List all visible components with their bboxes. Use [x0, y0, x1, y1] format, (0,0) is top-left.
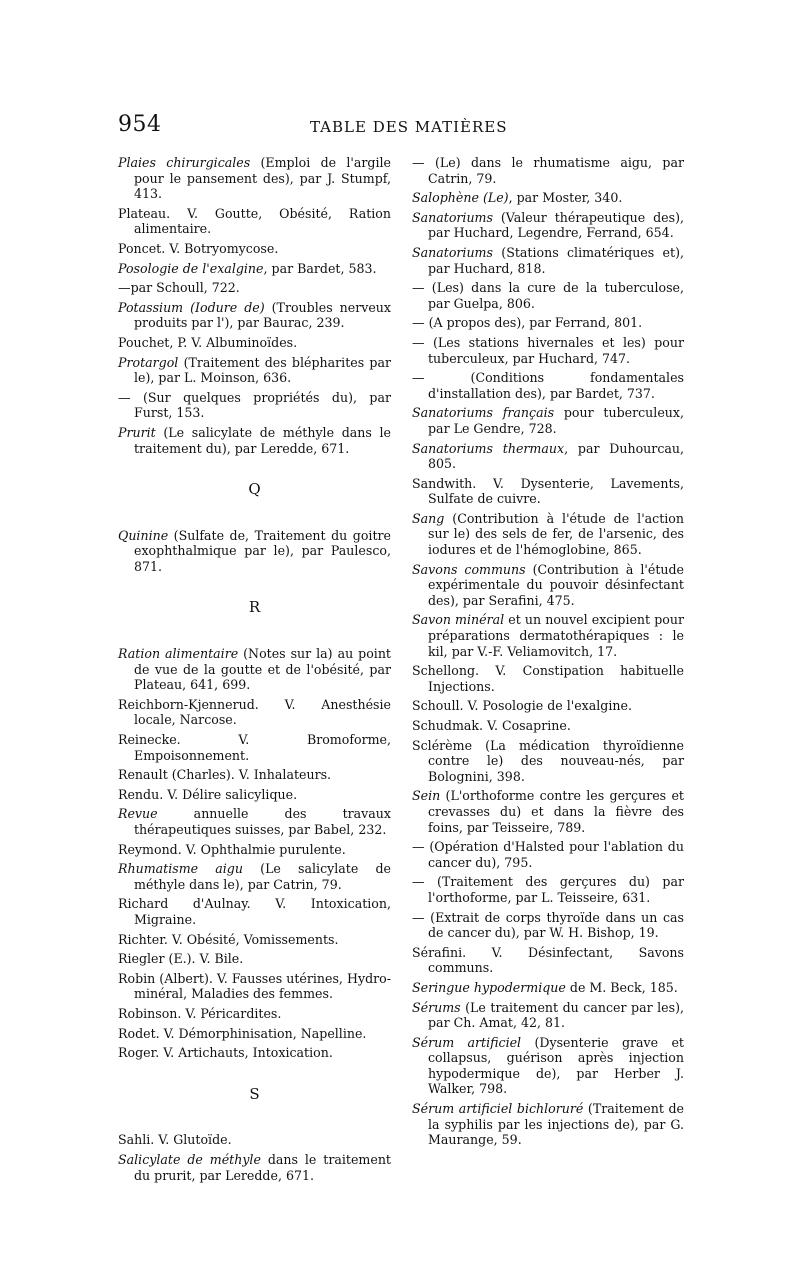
entry-term: Sanatoriums	[412, 244, 493, 260]
index-column-left	[118, 155, 391, 1187]
page-number: 954	[118, 112, 162, 137]
entry-term: Prurit	[118, 424, 156, 440]
entry-term: Quinine	[118, 527, 169, 543]
entry-text: Poncet. V. Botryomycose.	[118, 240, 279, 256]
index-entry	[412, 370, 684, 401]
index-entry	[412, 612, 684, 659]
index-entry	[412, 1101, 684, 1148]
entry-text: Schellong. V. Constipation habituelle Injections.	[412, 663, 684, 694]
entry-text: Reichborn-Kjennerud. V. Anesthésie locale, Narcose.	[118, 696, 391, 728]
index-entry	[118, 300, 391, 331]
index-entry	[412, 1000, 684, 1031]
entry-text: (L'orthoforme contre les gerçures et crevasses du) et dans la fièvre des foins, par Teisseire, 789.	[428, 788, 684, 835]
page-header	[118, 112, 688, 142]
entry-text: (Le traitement du cancer par les), par Ch. Amat, 42, 81.	[428, 999, 684, 1031]
entry-term: Sérum artificiel	[412, 1034, 522, 1050]
entry-text: (Valeur thérapeutique des), par Huchard, Legendre, Ferrand, 654.	[428, 209, 684, 241]
entry-term: Salicylate de méthyle	[118, 1151, 261, 1167]
index-entry	[118, 355, 391, 386]
index-entry	[118, 280, 391, 296]
entry-text: — (Les stations hivernales et les) pour tuberculeux, par Huchard, 747.	[412, 334, 684, 366]
entry-term: Sérums	[412, 999, 461, 1015]
entry-text: Sclérème (La médication thyroïdienne contre le) des nouveau-nés, par Bolognini, 398.	[412, 737, 684, 784]
index-entry	[412, 910, 684, 941]
index-entry	[118, 896, 391, 927]
entry-text: Schoull. V. Posologie de l'exalgine.	[412, 698, 632, 714]
index-entry	[118, 842, 391, 858]
entry-term: Savons communs	[412, 561, 526, 577]
index-entry	[118, 932, 391, 948]
entry-term: Plaies chirurgicales	[118, 155, 251, 170]
entry-text: — (Conditions fondamentales d'installation des), par Bardet, 737.	[412, 370, 684, 401]
entry-text: — (A propos des), par Ferrand, 801.	[412, 315, 643, 331]
index-entry	[118, 732, 391, 763]
index-entry	[412, 441, 684, 472]
index-entry	[118, 697, 391, 728]
index-entry	[412, 1035, 684, 1097]
entry-text: (Troubles nerveux produits par l'), par Baurac, 239.	[134, 299, 392, 331]
index-entry	[412, 788, 684, 835]
entry-text: Robinson. V. Péricardites.	[118, 1005, 282, 1021]
index-entry	[118, 241, 391, 257]
index-entry	[412, 980, 684, 996]
entry-text: (Traitement de la syphilis par les injections de), par G. Maurange, 59.	[428, 1101, 684, 1148]
entry-text: (Contribution à l'étude de l'action sur le) des sels de fer, de l'arsenic, des iodures et de l'hémoglobine, 865.	[428, 510, 684, 558]
entry-text: (Le salicylate de méthyle dans le), par Catrin, 79.	[134, 861, 391, 892]
entry-text: Renault (Charles). V. Inhalateurs.	[118, 767, 332, 783]
entry-text: Roger. V. Artichauts, Intoxication.	[118, 1045, 333, 1061]
entry-text: — (Sur quelques propriétés du), par Furst, 153.	[118, 389, 391, 421]
index-entry	[118, 425, 391, 456]
entry-term: Potassium (Iodure de)	[118, 299, 265, 315]
entry-text: Plateau. V. Goutte, Obésité, Ration alimentaire.	[118, 205, 391, 237]
index-entry	[118, 335, 391, 351]
index-entry	[412, 945, 684, 976]
index-entry	[118, 1006, 391, 1022]
index-entry	[412, 839, 684, 870]
entry-text: , par Duhourcau, 805.	[428, 440, 684, 472]
entry-term: Sanatoriums thermaux	[412, 440, 565, 456]
entry-term: Seringue hypodermique	[412, 979, 566, 995]
index-entry	[412, 210, 684, 241]
entry-text: Rodet. V. Démorphinisation, Napelline.	[118, 1025, 367, 1041]
entry-text: de M. Beck, 185.	[565, 979, 678, 995]
section-letter-heading: S	[249, 1084, 260, 1103]
entry-term: Rhumatisme aigu	[118, 861, 243, 877]
entry-term: Salophène (Le)	[412, 190, 509, 206]
entry-text: — (Extrait de corps thyroïde dans un cas de cancer du), par W. H. Bishop, 19.	[412, 909, 684, 941]
index-entry	[118, 951, 391, 967]
index-entry	[118, 155, 391, 202]
entry-term: Revue	[118, 806, 158, 822]
entry-text: — (Opération d'Halsted pour l'ablation du cancer du), 795.	[412, 839, 684, 870]
index-entry	[118, 1045, 391, 1061]
index-entry	[412, 562, 684, 609]
index-entry	[412, 405, 684, 436]
entry-term: Sanatoriums	[412, 209, 493, 225]
entry-text: — (Le) dans le rhumatisme aigu, par Catrin, 79.	[412, 155, 684, 186]
entry-term: Sang	[412, 510, 445, 526]
index-entry	[412, 335, 684, 366]
index-entry	[118, 861, 391, 892]
entry-text: (Dysenterie grave et collapsus, guérison après injection hypodermique de), par Herber J. Walker, 798.	[428, 1034, 684, 1097]
entry-text: (Sulfate de, Traitement du goitre exophthalmique par le), par Paulesco, 871.	[134, 527, 391, 574]
entry-text: — (Traitement des gerçures du) par l'orthoforme, par L. Teisseire, 631.	[412, 874, 684, 905]
index-entry	[412, 718, 684, 734]
index-entry	[412, 476, 684, 507]
entry-text: Reinecke. V. Bromoforme, Empoisonnement.	[118, 732, 391, 763]
entry-text: Richard d'Aulnay. V. Intoxication, Migraine.	[118, 896, 391, 927]
entry-term: Sérum artificiel bichloruré	[412, 1101, 584, 1117]
index-entry	[118, 646, 391, 693]
entry-text: Rendu. V. Délire salicylique.	[118, 786, 298, 802]
index-entry	[118, 528, 391, 575]
entry-text: annuelle des travaux thérapeutiques suisses, par Babel, 232.	[134, 806, 391, 837]
entry-text: dans le traitement du prurit, par Leredde, 671.	[134, 1151, 391, 1183]
entry-term: Sanatoriums français	[412, 405, 555, 421]
index-entry	[412, 698, 684, 714]
entry-text: Reymond. V. Ophthalmie purulente.	[118, 841, 346, 857]
index-entry	[412, 245, 684, 276]
index-entry	[118, 971, 391, 1002]
index-entry	[412, 190, 684, 206]
entry-text: (Stations climatériques et), par Huchard, 818.	[428, 244, 684, 276]
index-entry	[412, 511, 684, 558]
index-entry	[118, 767, 391, 783]
entry-text: et un nouvel excipient pour préparations dermatothérapiques : le kil, par V.-F. Veliamovitch, 17.	[428, 612, 684, 659]
entry-text: Richter. V. Obésité, Vomissements.	[118, 931, 339, 947]
index-entry	[118, 1132, 391, 1148]
entry-text: —par Schoull, 722.	[118, 280, 240, 296]
entry-text: (Traitement des blépharites par le), par L. Moinson, 636.	[134, 354, 391, 386]
index-column-right	[412, 155, 684, 1152]
index-entry	[412, 280, 684, 311]
section-letter-heading: Q	[248, 480, 261, 499]
index-entry	[412, 315, 684, 331]
entry-text: Robin (Albert). V. Fausses utérines, Hydro-minéral, Maladies des femmes.	[118, 970, 391, 1002]
index-entry	[118, 806, 391, 837]
entry-text: Pouchet, P. V. Albuminoïdes.	[118, 334, 298, 350]
entry-text: Riegler (E.). V. Bile.	[118, 951, 244, 967]
entry-text: Sahli. V. Glutoïde.	[118, 1132, 232, 1148]
entry-text: Schudmak. V. Cosaprine.	[412, 718, 571, 733]
entry-text: pour tuberculeux, par Le Gendre, 728.	[428, 405, 684, 436]
entry-text: Sérafini. V. Désinfectant, Savons communs.	[412, 944, 684, 976]
entry-term: Protargol	[118, 354, 179, 370]
entry-text: (Notes sur la) au point de vue de la goutte et de l'obésité, par Plateau, 641, 699.	[134, 646, 391, 693]
entry-text: , par Bardet, 583.	[263, 260, 377, 276]
index-entry	[412, 155, 684, 186]
section-letter-heading: R	[248, 598, 261, 617]
index-entry	[118, 787, 391, 803]
entry-text: Sandwith. V. Dysenterie, Lavements, Sulfate de cuivre.	[412, 475, 684, 507]
entry-text: (Contribution à l'étude expérimentale du pouvoir désinfectant des), par Serafini, 475.	[428, 561, 685, 608]
index-entry	[118, 390, 391, 421]
index-entry	[118, 1152, 391, 1183]
entry-text: (Le salicylate de méthyle dans le traitement du), par Leredde, 671.	[134, 424, 391, 456]
entry-term: Posologie de l'exalgine	[118, 260, 264, 276]
entry-term: Sein	[412, 788, 441, 804]
index-entry	[412, 874, 684, 905]
index-entry	[118, 206, 391, 237]
entry-term: Ration alimentaire	[118, 646, 239, 662]
index-entry	[412, 663, 684, 694]
index-entry	[118, 261, 391, 277]
entry-term: Savon minéral	[412, 612, 505, 628]
entry-text: — (Les) dans la cure de la tuberculose, par Guelpa, 806.	[412, 280, 684, 311]
running-title: TABLE DES MATIÈRES	[310, 118, 508, 136]
entry-text: (Emploi de l'argile pour le pansement des), par J. Stumpf, 413.	[134, 155, 391, 202]
index-entry	[412, 738, 684, 785]
index-entry	[118, 1026, 391, 1042]
entry-text: , par Moster, 340.	[508, 190, 623, 206]
